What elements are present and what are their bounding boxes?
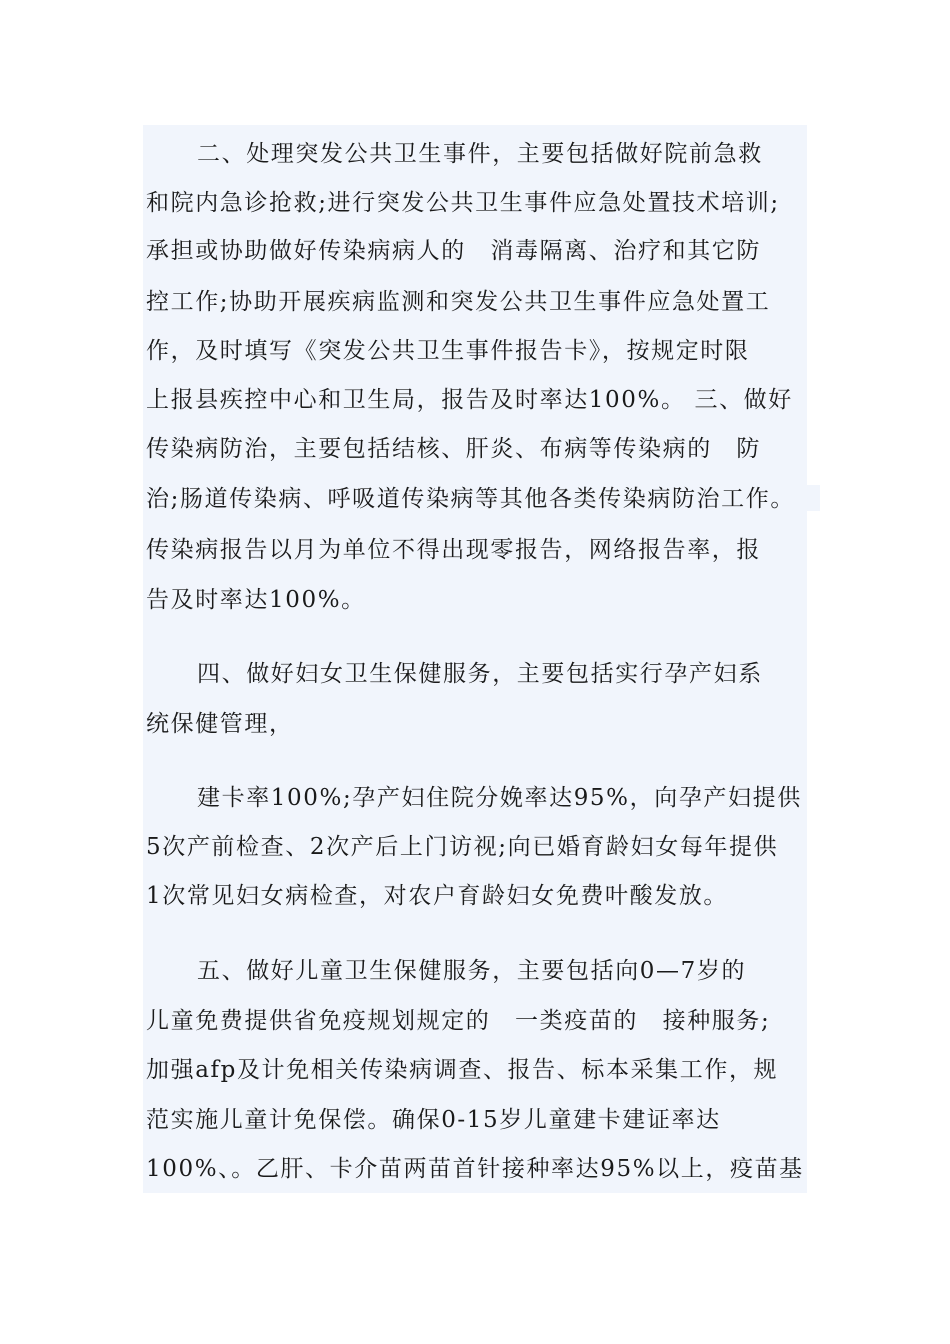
paragraph-line: 100%、。乙肝、卡介苗两苗首针接种率达95%以上，疫苗基 (146, 1156, 804, 1182)
paragraph-line: 二、处理突发公共卫生事件，主要包括做好院前急救 (197, 141, 763, 167)
paragraph-line: 承担或协助做好传染病病人的 消毒隔离、治疗和其它防 (146, 238, 761, 264)
paragraph-line: 治;肠道传染病、呼吸道传染病等其他各类传染病防治工作。 (146, 486, 795, 512)
paragraph-line: 5次产前检查、2次产后上门访视;向已婚育龄妇女每年提供 (146, 834, 779, 860)
paragraph-line: 上报县疾控中心和卫生局，报告及时率达100%。 三、做好 (146, 387, 793, 413)
paragraph-line: 控工作;协助开展疾病监测和突发公共卫生事件应急处置工 (146, 289, 771, 315)
paragraph-line: 统保健管理， (146, 711, 294, 737)
paragraph-line: 范实施儿童计免保偿。确保0-15岁儿童建卡建证率达 (146, 1107, 721, 1133)
paragraph-line: 传染病防治，主要包括结核、肝炎、布病等传染病的 防 (146, 436, 761, 462)
paragraph-line: 1次常见妇女病检查，对农户育龄妇女免费叶酸发放。 (146, 883, 729, 909)
paragraph-line: 告及时率达100%。 (146, 587, 366, 613)
paragraph-line: 和院内急诊抢救;进行突发公共卫生事件应急处置技术培训; (146, 190, 780, 216)
paragraph-line: 儿童免费提供省免疫规划规定的 一类疫苗的 接种服务; (146, 1008, 771, 1034)
paragraph-line: 传染病报告以月为单位不得出现零报告，网络报告率，报 (146, 537, 761, 563)
paragraph-line: 五、做好儿童卫生保健服务，主要包括向0—7岁的 (197, 958, 747, 984)
paragraph-line: 作，及时填写《突发公共卫生事件报告卡》，按规定时限 (146, 338, 750, 364)
paragraph-line: 建卡率100%;孕产妇住院分娩率达95%，向孕产妇提供 (197, 785, 802, 811)
paragraph-line: 四、做好妇女卫生保健服务，主要包括实行孕产妇系 (197, 661, 763, 687)
paragraph-line: 加强afp及计免相关传染病调查、报告、标本采集工作，规 (146, 1057, 779, 1083)
